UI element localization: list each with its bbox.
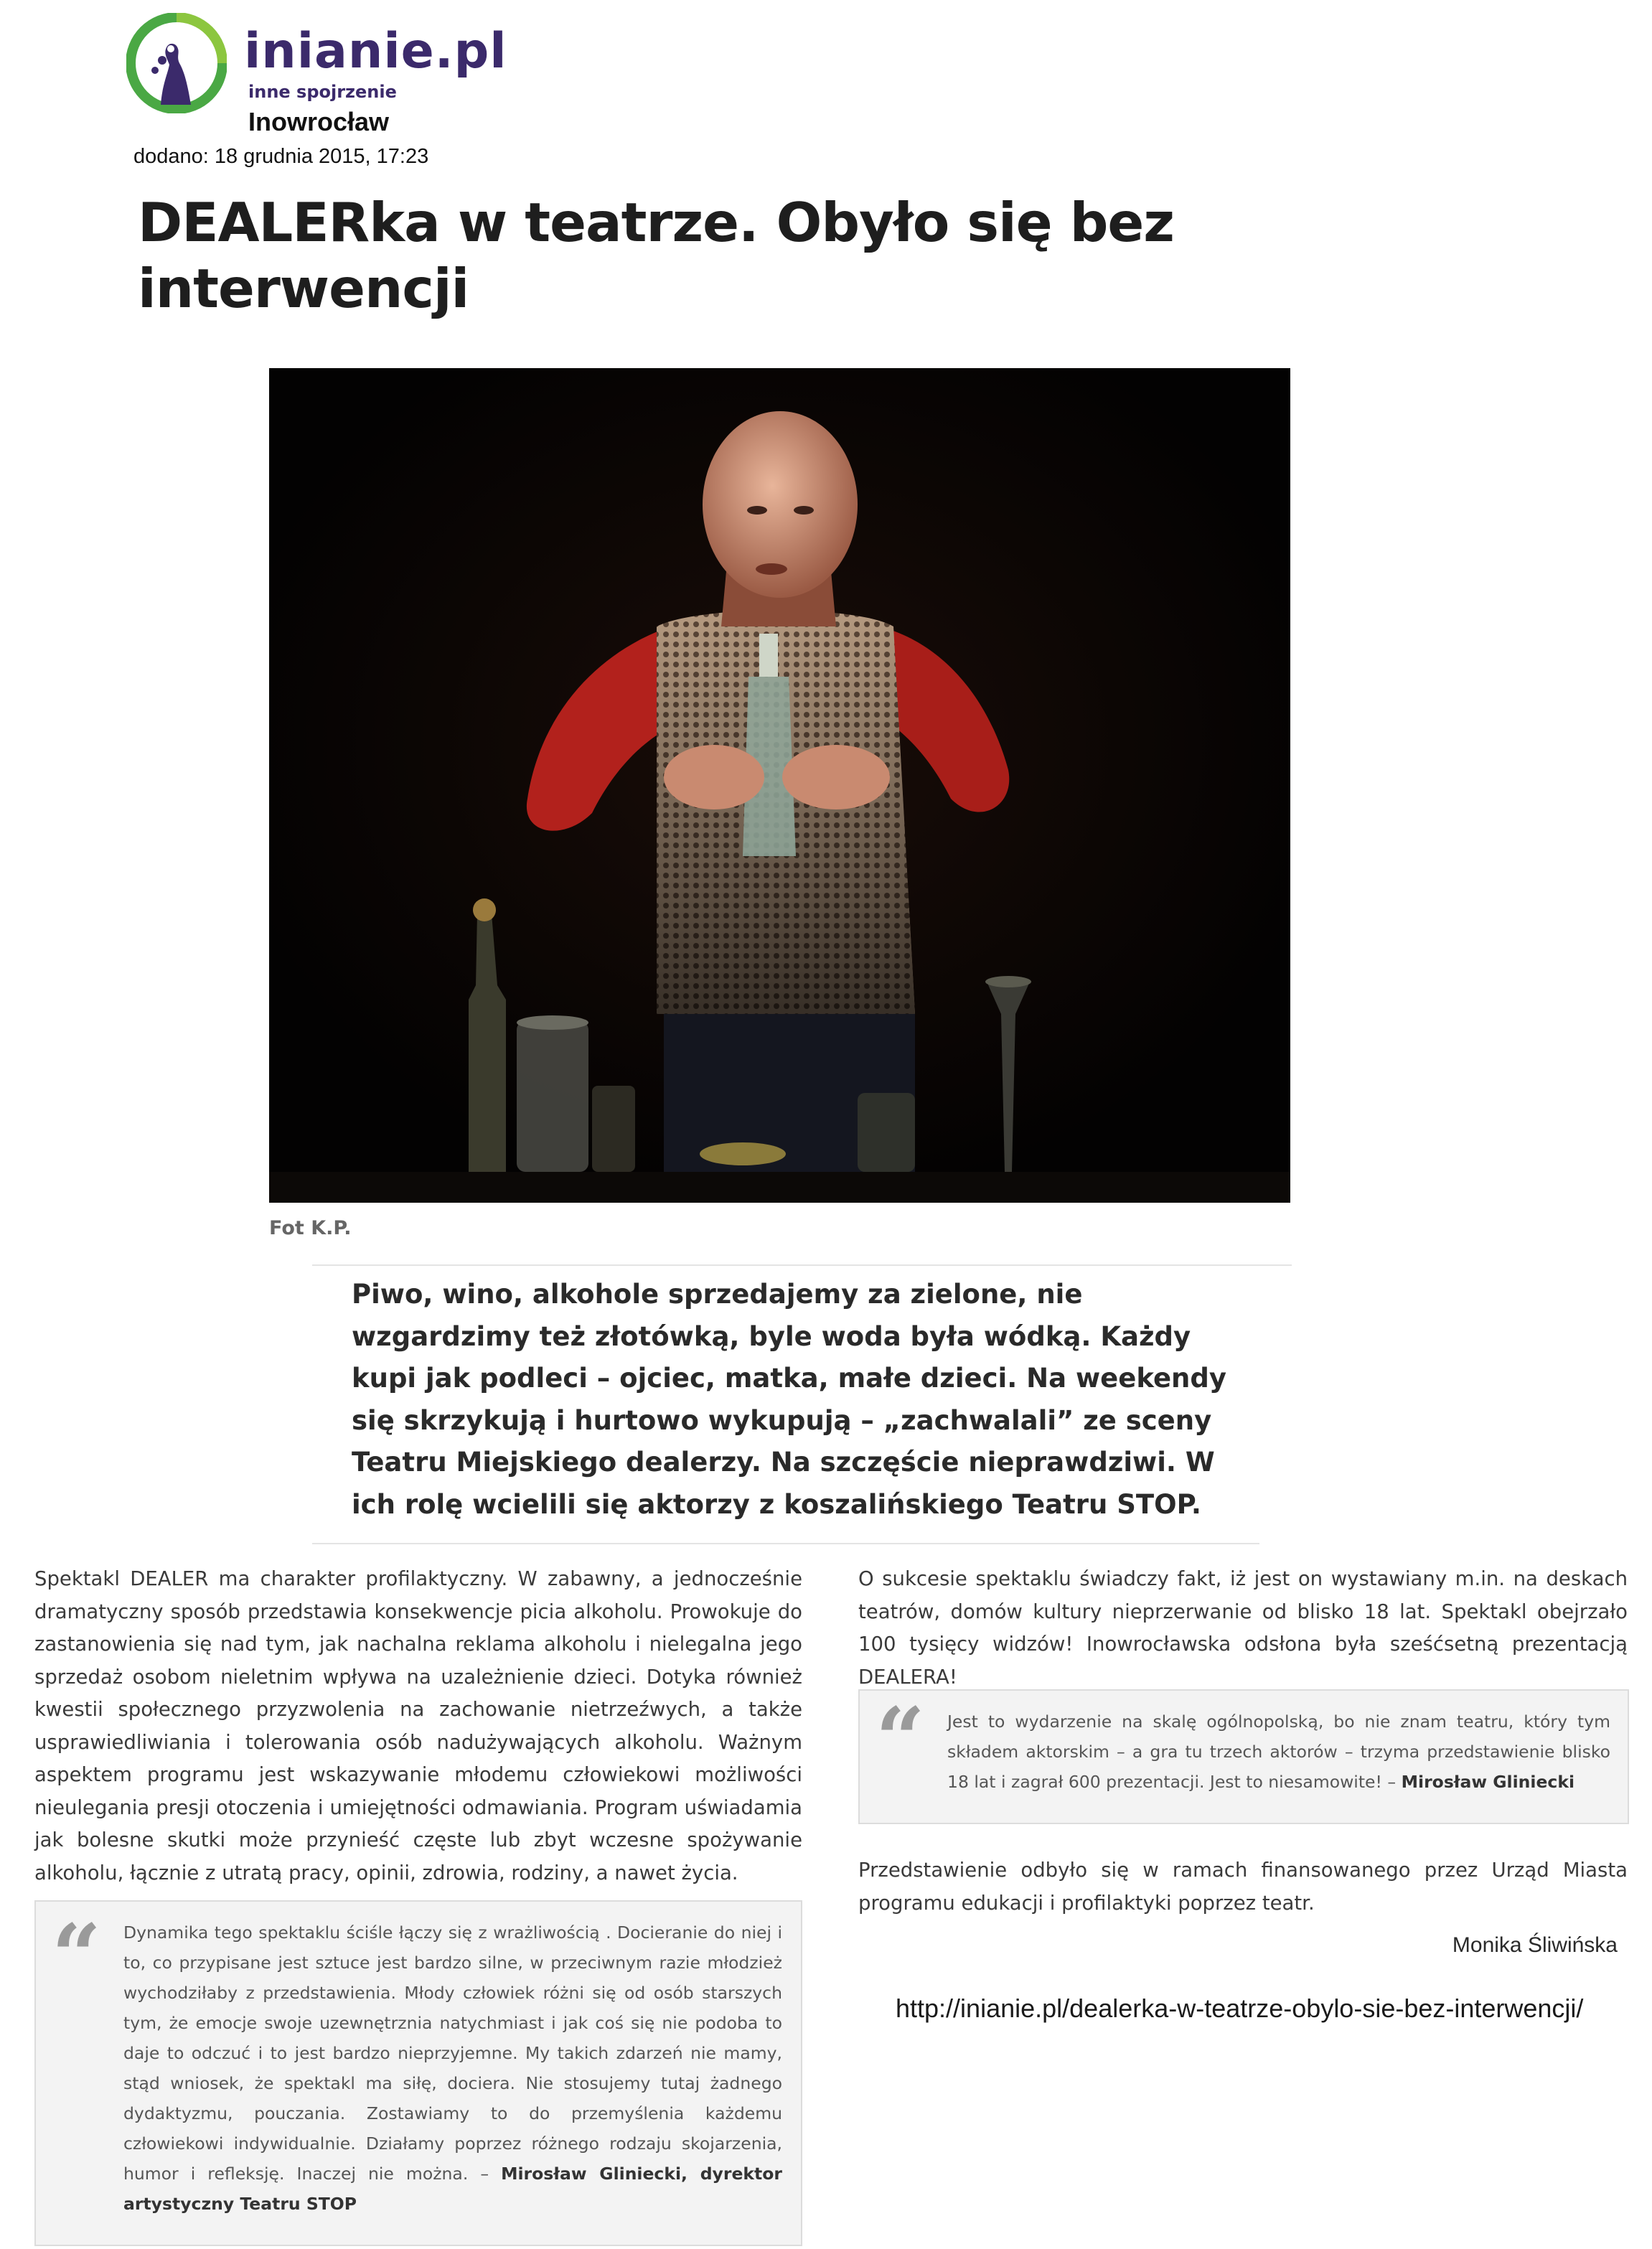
pull-quote-left-attribution: Mirosław Gliniecki, dyrektor artystyczny Teatru STOP	[123, 2164, 782, 2214]
article-author: Monika Śliwińska	[1452, 1933, 1618, 1957]
logo-wordmark: inianie.pl	[244, 23, 507, 80]
photo-caption: Fot K.P.	[269, 1217, 352, 1239]
article-photo	[269, 368, 1290, 1203]
pull-quote-right	[858, 1689, 1629, 1824]
source-link[interactable]: http://inianie.pl/dealerka-w-teatrze-obylo-sie-bez-interwencji/	[896, 1994, 1584, 2023]
quote-open-icon: “	[876, 1689, 926, 1790]
quote-open-icon: “	[52, 1905, 102, 2006]
body-paragraph-left: Spektakl DEALER ma charakter profilaktyczny. W zabawny, a jednocześnie dramatyczny sposób przedstawia konsekwencje picia alkoholu. Prowokuje do zastanowienia się nad tym, jak nachalna reklama alkoholu i nielegalna jego sprzedaż osobom nieletnim wpływa na uzależnienie dzieci. Dotyka również kwestii społecznego przyzwolenia na zachowanie nietrzeźwych, a także usprawiedliwiania i tolerowania osób nadużywających alkoholu. Ważnym aspektem programu jest wskazywanie młodemu człowiekowi możliwości nieulegania presji otoczenia i umiejętności odmawiania. Program uświadamia jak bolesne skutki może przynieść częste lub zbyt wczesne spożywanie alkoholu, łącznie z utratą pracy, opinii, zdrowia, rodziny, a nawet życia.	[34, 1567, 802, 1884]
peacock-logo-icon	[126, 13, 227, 113]
pull-quote-right-attribution: Mirosław Gliniecki	[1401, 1772, 1575, 1792]
city-label: Inowrocław	[248, 107, 390, 136]
divider-top	[312, 1264, 1292, 1266]
body-paragraph-right-1: O sukcesie spektaklu świadczy fakt, iż jest on wystawiany m.in. na deskach teatrów, domów kultury nieprzerwanie od blisko 18 lat. Spektakl obejrzało 100 tysięcy widzów! Inowrocławska odsłona była sześćsetną prezentacją DEALERA!	[858, 1567, 1628, 1689]
site-logo[interactable]	[126, 13, 507, 113]
logo-tagline: inne spojrzenie	[248, 82, 397, 102]
pull-quote-left-text: Dynamika tego spektaklu ściśle łączy się z wrażliwością . Docieranie do niej i to, co przypisane jest sztuce jest bardzo silne, w przeciwnym razie młodzież wychodziłaby z przedstawienia. Młody człowiek różni się od osób starszych tym, że emocje swoje uzewnętrznia natychmiast i jak coś się nie podoba to daje to odczuć i to jest bardzo nieprzyjemne. My takich zdarzeń nie mamy, stąd wniosek, że spektakl ma siłę, dociera. Nie stosujemy tutaj żadnego dydaktyzmu, pouczania. Zostawiamy to do przemyślenia każdemu człowiekowi indywidualnie. Działamy poprzez różnego rodzaju skojarzenia, humor i refleksję. Inaczej nie można. – Mirosław Gliniecki, dyrektor artystyczny Teatru STOP	[123, 1922, 782, 2214]
pull-quote-right-text: Jest to wydarzenie na skalę ogólnopolską, bo nie znam teatru, który tym składem aktorskim – a gra tu trzech aktorów – trzyma przedstawienie blisko 18 lat i zagrał 600 prezentacji. Jest to niesamowite! – Mirosław Gliniecki	[947, 1712, 1610, 1792]
body-paragraph-right-2: Przedstawienie odbyło się w ramach finansowanego przez Urząd Miasta programu edukacji i profilaktyki poprzez teatr.	[858, 1859, 1628, 1915]
divider-bottom	[312, 1543, 1259, 1544]
pull-quote-left	[34, 1900, 802, 2246]
article-title: DEALERka w teatrze. Obyło się bez interwencji	[138, 191, 1174, 320]
publish-date: dodano: 18 grudnia 2015, 17:23	[133, 145, 429, 168]
article-lead: Piwo, wino, alkohole sprzedajemy za zielone, nie wzgardzimy też złotówką, byle woda była wódką. Każdy kupi jak podleci – ojciec, matka, małe dzieci. Na weekendy się skrzykują i hurtowo wykupują – „zachwalali” ze sceny Teatru Miejskiego dealerzy. Na szczęście nieprawdziwi. W ich rolę wcielili się aktorzy z koszalińskiego Teatru STOP.	[352, 1279, 1226, 1520]
